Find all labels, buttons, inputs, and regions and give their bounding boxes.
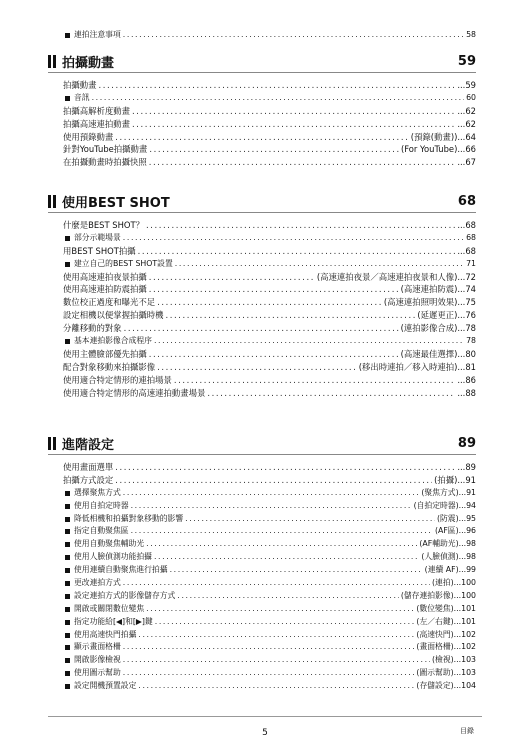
entry-title: 降低相機和拍攝對象移動的影響	[74, 513, 184, 523]
entry-page: (連拍影像合成)...78	[400, 323, 476, 334]
section-header	[48, 50, 476, 73]
toc-entry[interactable]	[48, 374, 476, 387]
footer-divider	[48, 716, 482, 717]
entry-title: 使用適合特定情形的連拍場景	[63, 374, 172, 385]
entry-page: (存儲設定)...104	[416, 681, 476, 691]
entry-title: 指定功能給[◀]和[▶]鍵	[74, 616, 153, 626]
leader-dots	[123, 29, 464, 42]
toc-entry[interactable]	[48, 564, 476, 577]
entry-page: (數位變焦)...101	[416, 603, 476, 613]
entry-page: 71	[466, 258, 476, 268]
entry-title: 音訊	[74, 92, 90, 102]
toc-entry[interactable]	[48, 474, 476, 487]
entry-page: (高速連拍夜景／高速連拍夜景和人像)...72	[316, 271, 476, 282]
entry-page: ...62	[457, 105, 476, 116]
entry-page: (檢視)...103	[432, 655, 476, 665]
entry-page: (高速連拍防震)...74	[400, 284, 476, 295]
toc-entry[interactable]	[48, 603, 476, 616]
entry-page: 78	[466, 336, 476, 346]
toc-entry[interactable]	[48, 232, 476, 245]
entry-title: 部分示範場景	[74, 232, 121, 242]
toc-entry[interactable]	[48, 525, 476, 538]
entry-title: 設定相機以便掌握拍攝時機	[63, 310, 164, 321]
entry-title: 建立自己的BEST SHOT設置	[74, 258, 173, 268]
entry-title: 更改連拍方式	[74, 578, 121, 588]
entry-title: 使用畫面選單	[63, 462, 114, 472]
toc-entry[interactable]	[48, 258, 476, 271]
entry-title: 在拍攝動畫時拍攝快照	[63, 157, 147, 168]
entry-page: (防震)...95	[436, 513, 476, 523]
entry-page: (連拍)...100	[432, 578, 476, 588]
toc-entry[interactable]	[48, 654, 476, 667]
entry-title: 用BEST SHOT拍攝	[63, 245, 136, 256]
entry-page: ...62	[457, 118, 476, 129]
toc-entry[interactable]	[48, 577, 476, 590]
entry-page: (拍攝)...91	[434, 474, 476, 485]
section-title: 拍攝動畫	[62, 55, 115, 71]
toc-entry[interactable]	[48, 629, 476, 642]
entry-title: 使用圖示幫助	[74, 668, 121, 678]
toc-entry[interactable]	[48, 322, 476, 335]
toc-entry[interactable]	[48, 487, 476, 500]
page-number: 5	[262, 728, 268, 738]
entry-page: (連續 AF)...99	[424, 565, 476, 575]
toc-entry[interactable]	[48, 680, 476, 693]
entry-title: 拍攝高速連拍動畫	[63, 118, 130, 129]
toc-entry[interactable]	[48, 143, 476, 156]
section-best-shot	[48, 190, 476, 399]
toc-entry[interactable]	[48, 500, 476, 513]
toc-entry[interactable]	[48, 641, 476, 654]
entry-title: 使用主體臉部優先拍攝	[63, 348, 147, 359]
entry-title: 針對YouTube拍攝動畫	[63, 144, 148, 155]
entry-title: 使用高速連拍夜景拍攝	[63, 271, 147, 282]
entry-page: (人臉偵測)...98	[421, 552, 476, 562]
toc-entry[interactable]	[48, 667, 476, 680]
entry-title: 拍攝高解析度動畫	[63, 105, 130, 116]
toc-entry[interactable]	[48, 245, 476, 258]
entry-page: 58	[466, 30, 476, 39]
entry-page: (高速快門)...102	[416, 629, 476, 639]
entry-page: 68	[466, 232, 476, 242]
entry-page: ...68	[457, 245, 476, 256]
entry-page: (左／右鍵)...101	[416, 616, 476, 626]
toc-entry[interactable]	[48, 105, 476, 118]
entry-page: (移出時連拍／移入時連拍)...81	[358, 361, 476, 372]
toc-entry[interactable]	[48, 156, 476, 169]
entry-title: 拍攝動畫	[63, 80, 97, 90]
toc-entry[interactable]	[48, 79, 476, 92]
entry-title: 使用適合特定情形的高速連拍動畫場景	[63, 387, 206, 398]
entry-page: (聚焦方式)...91	[421, 487, 476, 497]
entry-page: ...68	[457, 220, 476, 230]
entry-title: 開啟或關閉數位變焦	[74, 603, 145, 613]
entry-page: (AF輔助光)...98	[419, 539, 476, 549]
section-advanced-settings	[48, 432, 476, 693]
entry-page: (圖示幫助)...103	[416, 668, 476, 678]
entry-title: 使用自動聚焦輔助光	[74, 539, 145, 549]
entry-page: (畫面格柵)...102	[416, 642, 476, 652]
entry-page: (自拍定時器)...94	[413, 500, 476, 510]
entry-page: ...88	[457, 387, 476, 398]
toc-entry[interactable]	[48, 590, 476, 603]
section-movie	[48, 50, 476, 169]
toc-entry[interactable]	[48, 92, 476, 105]
entry-title: 使用預錄動畫	[63, 131, 114, 142]
entry-title: 使用人臉偵測功能拍攝	[74, 552, 152, 562]
entry-title: 使用自拍定時器	[74, 500, 129, 510]
entry-page: (儲存連拍影像)...100	[400, 590, 476, 600]
entry-page: 60	[466, 92, 476, 102]
entry-title: 什麼是BEST SHOT？	[63, 220, 144, 230]
entry-page: (延遲更正)...76	[417, 310, 476, 321]
toc-entry[interactable]	[48, 283, 476, 296]
entry-page: (高速最佳選擇)...80	[400, 348, 476, 359]
section-title: 進階設定	[62, 437, 115, 453]
toc-entry[interactable]	[48, 361, 476, 374]
section-header	[48, 190, 476, 213]
entry-title: 使用連續自動聚焦進行拍攝	[74, 565, 168, 575]
entry-title: 使用高速快門拍攝	[74, 629, 137, 639]
entry-page: (AF區)...96	[434, 526, 476, 536]
section-page: 59	[457, 53, 476, 69]
section-marker-icon	[48, 55, 56, 68]
section-header	[48, 432, 476, 455]
toc-entry[interactable]	[48, 551, 476, 564]
toc-top	[48, 29, 476, 42]
entry-title: 指定自動聚焦區	[74, 526, 129, 536]
entry-title: 使用高速連拍防震拍攝	[63, 284, 147, 295]
toc-entry[interactable]	[48, 131, 476, 144]
section-page: 68	[457, 193, 476, 209]
entry-title: 選擇聚焦方式	[74, 487, 121, 497]
entry-page: ...59	[457, 80, 476, 90]
toc-entry[interactable]	[48, 387, 476, 400]
toc-entry[interactable]	[48, 335, 476, 348]
entry-page: (預錄(動畫))...64	[410, 131, 476, 142]
toc-entry[interactable]	[48, 271, 476, 284]
toc-entry[interactable]	[48, 513, 476, 526]
toc-entry[interactable]	[48, 219, 476, 232]
entry-title: 連拍注意事項	[74, 30, 121, 39]
entry-page: (For YouTube)...66	[401, 144, 476, 155]
entry-title: 開啟影像檢視	[74, 655, 121, 665]
toc-entry[interactable]	[48, 309, 476, 322]
toc-entry[interactable]	[48, 296, 476, 309]
section-page: 89	[457, 435, 476, 451]
entry-page: (高速連拍照明效果)...75	[383, 297, 476, 308]
entry-title: 分離移動的對象	[63, 323, 122, 334]
entry-title: 基本連拍影像合成程序	[74, 336, 152, 346]
entry-title: 拍攝方式設定	[63, 474, 114, 485]
entry-title: 設定開機預置設定	[74, 681, 137, 691]
toc-entry[interactable]	[48, 29, 476, 42]
toc-entry[interactable]	[48, 348, 476, 361]
toc-entry[interactable]	[48, 118, 476, 131]
section-marker-icon	[48, 195, 56, 208]
toc-entry[interactable]	[48, 461, 476, 474]
entry-title: 數位校正過度和曝光不足	[63, 297, 156, 308]
section-title: 使用BEST SHOT	[62, 195, 170, 211]
entry-page: ...86	[457, 374, 476, 385]
entry-title: 設定連拍方式的影像儲存方式	[74, 590, 176, 600]
footer-label: 目錄	[460, 727, 474, 735]
toc-entry[interactable]	[48, 538, 476, 551]
entry-title: 配合對象移動來拍攝影像	[63, 361, 156, 372]
section-marker-icon	[48, 437, 56, 450]
entry-page: ...89	[457, 462, 476, 472]
entry-page: ...67	[457, 157, 476, 168]
toc-entry[interactable]	[48, 616, 476, 629]
entry-title: 顯示畫面格柵	[74, 642, 121, 652]
